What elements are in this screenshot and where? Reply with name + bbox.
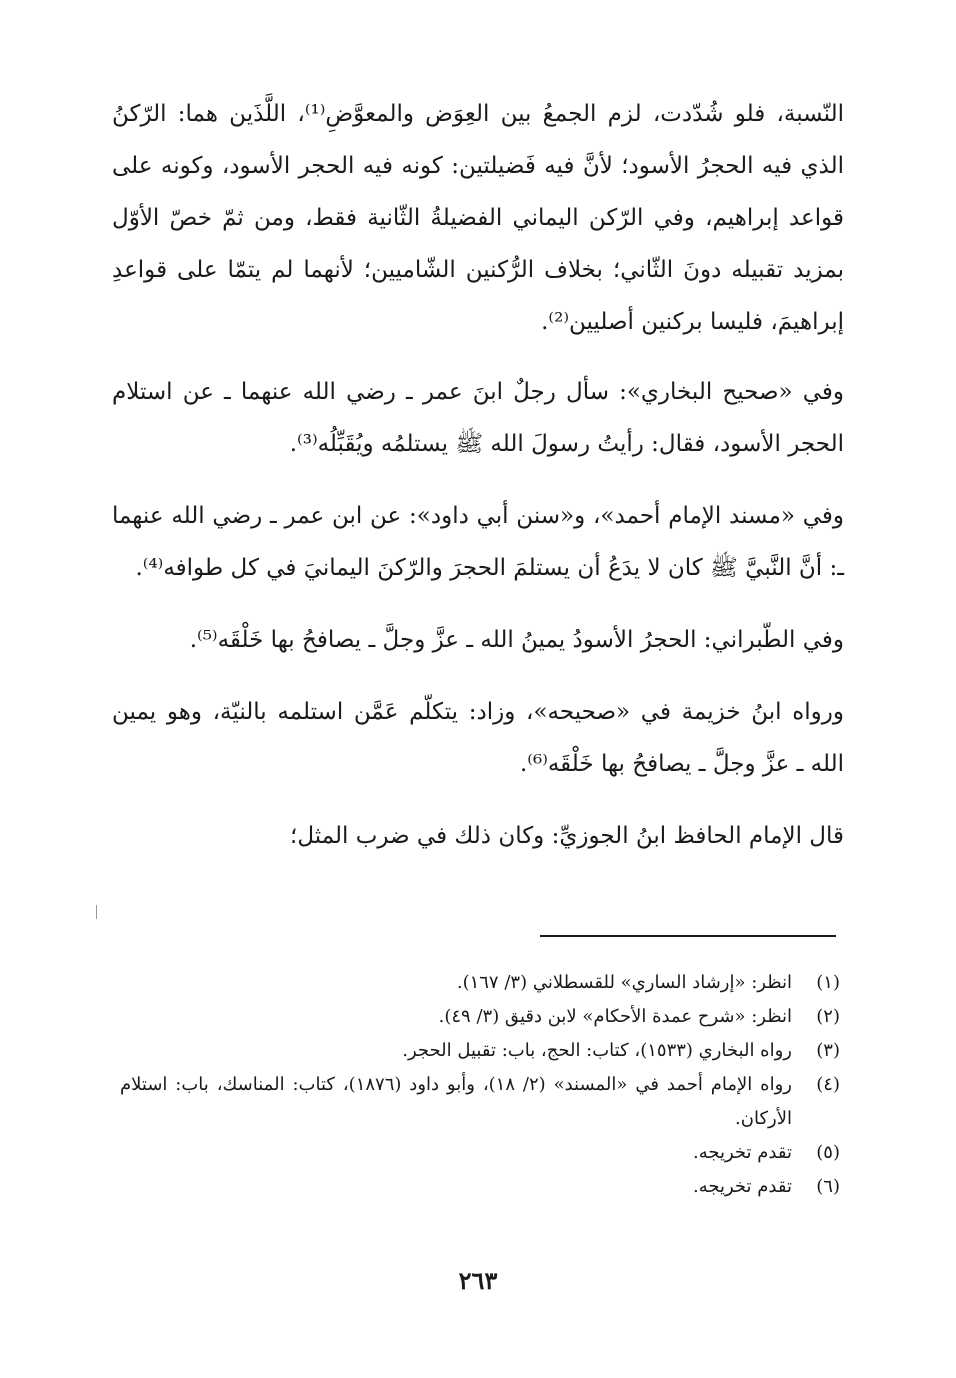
paragraph-6: قال الإمام الحافظ ابنُ الجوزيِّ: وكان ذلك في ضرب المثل؛ bbox=[290, 823, 844, 849]
footnote-number: (٤) bbox=[816, 1074, 840, 1095]
footnote-text: انظر: «إرشاد الساري» للقسطلاني (٣/ ١٦٧). bbox=[456, 972, 792, 993]
footnote-number: (٦) bbox=[816, 1176, 840, 1197]
footnote-separator bbox=[540, 935, 836, 937]
footnote-2 bbox=[120, 1000, 840, 1034]
paragraph-2: وفي «صحيح البخاري»: سأل رجلٌ ابنَ عمر ـ رضي الله عنهما ـ عن استلام الحجر الأسود، فقال: رأيتُ رسولَ الله ﷺ يستلمُه ويُقَبِّلُه⁽³⁾. bbox=[112, 379, 844, 457]
footnote-number: (١) bbox=[816, 972, 840, 993]
footnote-3 bbox=[120, 1034, 840, 1068]
paragraph-3: وفي «مسند الإمام أحمد»، و«سنن أبي داود»: عن ابن عمر ـ رضي الله عنهما ـ: أنَّ النَّبيَّ ﷺ كان لا يدَعُ أن يستلمَ الحجرَ والرّكنَ اليمانيَ في كل طوافه⁽⁴⁾. bbox=[112, 503, 844, 581]
footnote-4 bbox=[120, 1068, 840, 1136]
footnote-5 bbox=[120, 1136, 840, 1170]
paragraph-5: ورواه ابنُ خزيمة في «صحيحه»، وزاد: يتكلّم عَمَّن استلمه بالنيّة، وهو يمين الله ـ عزَّ وجلَّ ـ يصافحُ بها خَلْقَه⁽⁶⁾. bbox=[112, 699, 844, 777]
footnote-number: (٥) bbox=[816, 1142, 840, 1163]
footnote-text: رواه البخاري (١٥٣٣)، كتاب: الحج، باب: تقبيل الحجر. bbox=[402, 1040, 792, 1061]
footnote-1 bbox=[120, 966, 840, 1000]
scan-edge-mark bbox=[96, 905, 97, 919]
page-number: ٢٦٣ bbox=[458, 1266, 498, 1295]
footnote-text: تقدم تخريجه. bbox=[693, 1176, 792, 1197]
paragraph-4: وفي الطّبراني: الحجرُ الأسودُ يمينُ الله ـ عزَّ وجلَّ ـ يصافحُ بها خَلْقَه⁽⁵⁾. bbox=[189, 627, 844, 653]
footnote-number: (٢) bbox=[816, 1006, 840, 1027]
footnote-text: تقدم تخريجه. bbox=[693, 1142, 792, 1163]
footnote-text: انظر: «شرح عمدة الأحكام» لابن دقيق (٣/ ٤٩). bbox=[438, 1006, 792, 1027]
footnotes bbox=[120, 966, 840, 1204]
footnote-number: (٣) bbox=[816, 1040, 840, 1061]
footnote-6 bbox=[120, 1170, 840, 1204]
paragraph-1: النّسبة، فلو شُدّدت، لزم الجمعُ بين العِوَض والمعوَّضِ⁽¹⁾، اللَّذَين هما: الرّكنُ الذي فيه الحجرُ الأسود؛ لأنَّ فيه فَضيلتين: كونه فيه الحجر الأسود، وكونه على قواعد إبراهيم، وفي الرّكن اليماني الفضيلةُ الثّانية فقط، ومن ثمّ خصّ الأوّل بمزيد تقبيله دونَ الثّاني؛ بخلاف الرُّكنين الشّاميين؛ لأنهما لم يتمّا على قواعدِ إبراهيمَ، فليسا بركنين أصليين⁽²⁾. bbox=[112, 101, 844, 335]
footnote-text: رواه الإمام أحمد في «المسند» (٢/ ١٨)، وأبو داود (١٨٧٦)، كتاب: المناسك، باب: استلام الأركان. bbox=[120, 1074, 792, 1129]
main-text bbox=[112, 88, 844, 882]
